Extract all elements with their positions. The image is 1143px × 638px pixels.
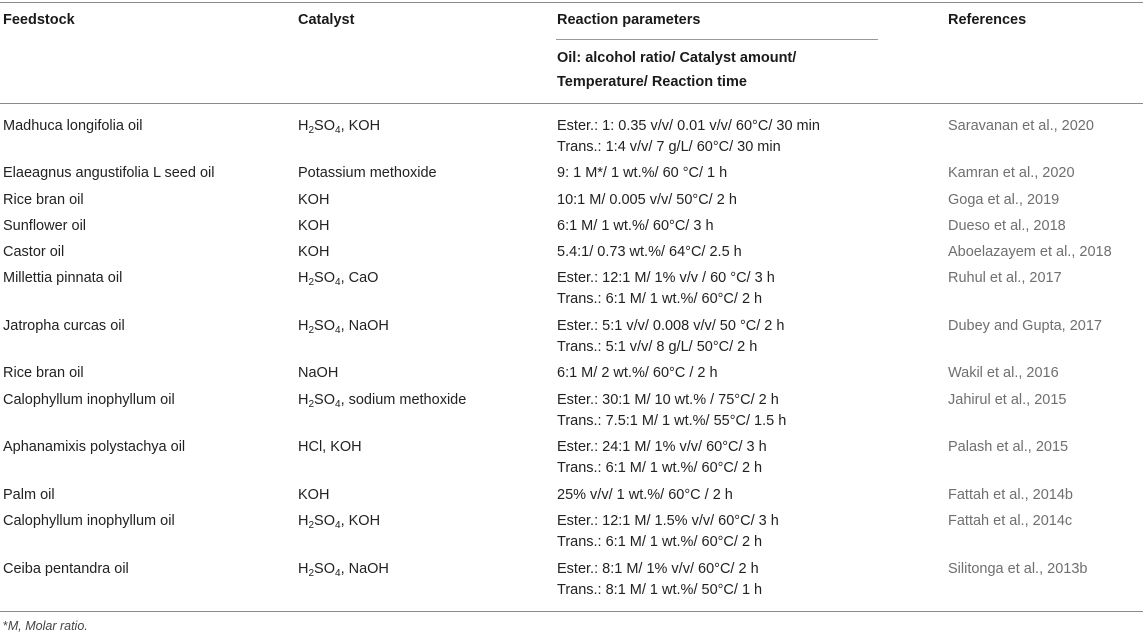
reference-link[interactable]: Saravanan et al., 2020: [948, 118, 1094, 134]
catalyst-cell: Potassium methoxide: [298, 165, 437, 181]
reference-link[interactable]: Goga et al., 2019: [948, 192, 1060, 208]
parameters-cell: [557, 216, 714, 237]
parameters-line: 6:1 M/ 1 wt.%/ 60°C/ 3 h: [557, 218, 714, 234]
parameters-line: 9: 1 M*/ 1 wt.%/ 60 °C/ 1 h: [557, 165, 728, 181]
parameters-line: Ester.: 24:1 M/ 1% v/v/ 60°C/ 3 h: [557, 439, 767, 455]
reference-link[interactable]: Dubey and Gupta, 2017: [948, 318, 1102, 334]
header-catalyst: Catalyst: [298, 12, 355, 28]
catalyst-cell: KOH: [298, 218, 330, 234]
parameters-line: Ester.: 30:1 M/ 10 wt.% / 75°C/ 2 h: [557, 392, 779, 408]
catalyst-cell: $H_2SO_4$, sodium methoxide: [298, 392, 467, 410]
feedstock-cell: Madhuca longifolia oil: [3, 118, 143, 134]
table-top-rule: [0, 2, 1143, 3]
catalyst-cell: $H_2SO_4$, NaOH: [298, 561, 389, 579]
reference-link[interactable]: Ruhul et al., 2017: [948, 270, 1062, 286]
parameters-line: Ester.: 12:1 M/ 1% v/v / 60 °C/ 3 h: [557, 270, 775, 286]
footnote-text: M, Molar ratio.: [7, 619, 88, 633]
parameters-cell: [557, 268, 775, 310]
catalyst-cell: $H_2SO_4$, CaO: [298, 270, 379, 288]
feedstock-cell: Rice bran oil: [3, 192, 84, 208]
header-reaction-parameters: Reaction parameters: [557, 12, 701, 28]
parameters-line: 25% v/v/ 1 wt.%/ 60°C / 2 h: [557, 487, 733, 503]
footnote-marker: *: [3, 619, 8, 633]
reference-link[interactable]: Wakil et al., 2016: [948, 365, 1059, 381]
parameters-cell: [557, 116, 820, 158]
feedstock-cell: Calophyllum inophyllum oil: [3, 392, 175, 408]
reference-link[interactable]: Palash et al., 2015: [948, 439, 1069, 455]
reference-link[interactable]: Kamran et al., 2020: [948, 165, 1075, 181]
parameters-line: Trans.: 6:1 M/ 1 wt.%/ 60°C/ 2 h: [557, 291, 763, 307]
feedstock-cell: Castor oil: [3, 244, 65, 260]
parameters-cell: [557, 437, 767, 479]
reference-link[interactable]: Dueso et al., 2018: [948, 218, 1066, 234]
parameters-line: Ester.: 8:1 M/ 1% v/v/ 60°C/ 2 h: [557, 561, 759, 577]
header-feedstock: Feedstock: [3, 12, 75, 28]
feedstock-cell: Jatropha curcas oil: [3, 318, 125, 334]
parameters-cell: [557, 363, 718, 384]
parameters-line: 10:1 M/ 0.005 v/v/ 50°C/ 2 h: [557, 192, 737, 208]
reference-link[interactable]: Jahirul et al., 2015: [948, 392, 1067, 408]
catalyst-cell: $H_2SO_4$, NaOH: [298, 318, 389, 336]
parameters-cell: [557, 390, 786, 432]
catalyst-cell: KOH: [298, 487, 330, 503]
catalyst-cell: $H_2SO_4$, KOH: [298, 118, 381, 136]
parameters-cell: [557, 242, 742, 263]
parameters-cell: [557, 316, 784, 358]
parameters-cell: [557, 485, 733, 506]
reference-link[interactable]: Aboelazayem et al., 2018: [948, 244, 1112, 260]
header-parameters-subheader: Oil: alcohol ratio/ Catalyst amount/ Temperature/ Reaction time: [557, 50, 797, 90]
parameters-line: Trans.: 8:1 M/ 1 wt.%/ 50°C/ 1 h: [557, 582, 763, 598]
parameters-line: Trans.: 1:4 v/v/ 7 g/L/ 60°C/ 30 min: [557, 139, 781, 155]
table-bottom-rule: [0, 611, 1143, 612]
feedstock-cell: Rice bran oil: [3, 365, 84, 381]
parameters-line: 6:1 M/ 2 wt.%/ 60°C / 2 h: [557, 365, 718, 381]
parameters-line: 5.4:1/ 0.73 wt.%/ 64°C/ 2.5 h: [557, 244, 742, 260]
feedstock-cell: Elaeagnus angustifolia L seed oil: [3, 165, 215, 181]
feedstock-cell: Aphanamixis polystachya oil: [3, 439, 186, 455]
parameters-cell: [557, 511, 779, 553]
parameters-line: Trans.: 6:1 M/ 1 wt.%/ 60°C/ 2 h: [557, 534, 763, 550]
catalyst-cell: KOH: [298, 244, 330, 260]
reference-link[interactable]: Fattah et al., 2014b: [948, 487, 1073, 503]
parameters-line: Ester.: 5:1 v/v/ 0.008 v/v/ 50 °C/ 2 h: [557, 318, 785, 334]
feedstock-cell: Calophyllum inophyllum oil: [3, 513, 175, 529]
feedstock-cell: Palm oil: [3, 487, 55, 503]
parameters-line: Trans.: 7.5:1 M/ 1 wt.%/ 55°C/ 1.5 h: [557, 413, 787, 429]
parameters-line: Ester.: 12:1 M/ 1.5% v/v/ 60°C/ 3 h: [557, 513, 779, 529]
parameters-line: Trans.: 6:1 M/ 1 wt.%/ 60°C/ 2 h: [557, 460, 763, 476]
catalyst-cell: KOH: [298, 192, 330, 208]
feedstock-cell: Ceiba pentandra oil: [3, 561, 129, 577]
reference-link[interactable]: Fattah et al., 2014c: [948, 513, 1073, 529]
catalyst-cell: NaOH: [298, 365, 339, 381]
feedstock-cell: Sunflower oil: [3, 218, 87, 234]
parameters-cell: [557, 559, 762, 601]
parameters-line: Ester.: 1: 0.35 v/v/ 0.01 v/v/ 60°C/ 30 min: [557, 118, 820, 134]
parameters-line: Trans.: 5:1 v/v/ 8 g/L/ 50°C/ 2 h: [557, 339, 758, 355]
parameters-cell: [557, 190, 737, 211]
footnote: [3, 619, 88, 633]
header-subrule: [556, 39, 878, 40]
reference-link[interactable]: Silitonga et al., 2013b: [948, 561, 1088, 577]
parameters-cell: [557, 163, 727, 184]
feedstock-cell: Millettia pinnata oil: [3, 270, 123, 286]
header-references: References: [948, 12, 1027, 28]
header-bottom-rule: [0, 103, 1143, 104]
catalyst-cell: HCl, KOH: [298, 439, 362, 455]
catalyst-cell: $H_2SO_4$, KOH: [298, 513, 381, 531]
